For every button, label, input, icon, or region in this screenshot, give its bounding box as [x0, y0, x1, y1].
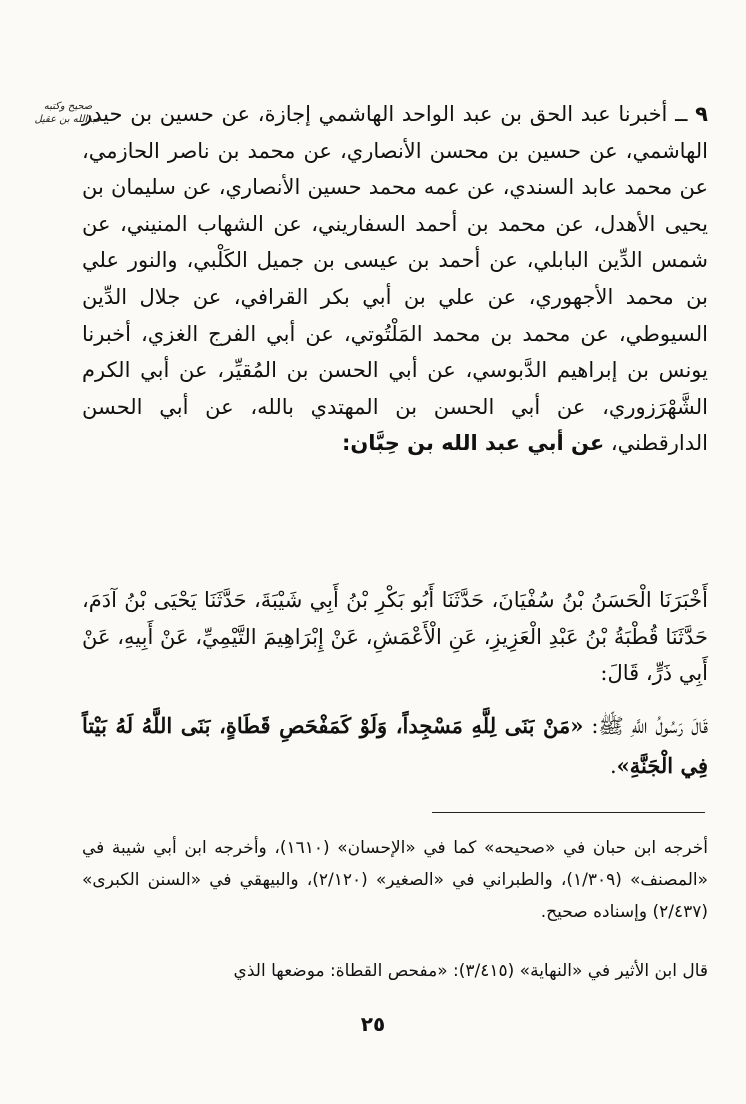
- hadith-end: .: [609, 754, 617, 778]
- footnote-divider: [432, 812, 705, 813]
- hadith-intro: قَالَ رَسُولُ اللَّهِ ﷺ:: [583, 714, 708, 738]
- narration-highlight: عن أبي عبد الله بن حِبَّان:: [341, 431, 605, 456]
- narration-text: ــ أخبرنا عبد الحق بن عبد الواحد الهاشمي إجازة، عن حسين بن حيدر الهاشمي، عن حسين بن محسن الأنصاري، عن محمد بن ناصر الحازمي، عن محمد عابد السندي، عن عمه محمد حسين الأنصاري، عن سليمان بن يحيى الأهدل، عن محمد بن أحمد السفاريني، عن الشهاب المنيني، عن شمس الدِّين البابلي، عن أحمد بن عيسى بن جميل الكَلْبي، والنور علي بن محمد الأجهوري، عن علي بن أبي بكر القرافي، عن جلال الدِّين السيوطي، عن محمد بن محمد المَلْتُوتي، عن أبي الفرج الغزي، أخبرنا يونس بن إبراهيم الدَّبوسي، عن أبي الحسن بن المُقيِّر، عن أبي الكرم الشَّهْرَزوري، عن أبي الحسن بن المهتدي بالله، عن أبي الحسن الدارقطني،: [82, 102, 708, 456]
- page-number: ٢٥: [360, 1012, 386, 1036]
- hadith-quote-paragraph: [82, 706, 708, 786]
- footnote-gloss: قال ابن الأثير في «النهاية» (٣/٤١٥): «مفحص القطاة: موضعها الذي: [233, 961, 708, 981]
- narration-number: ٩: [695, 102, 708, 126]
- hadith-quote: «مَنْ بَنَى لِلَّهِ مَسْجِداً، وَلَوْ كَمَفْحَصِ قَطَاةٍ، بَنَى اللَّهُ لَهُ بَيْتاً فِي الْجَنَّةِ»: [82, 713, 708, 778]
- footnote-takhrij: أخرجه ابن حبان في «صحيحه» كما في «الإحسان» (١٦١٠)، وأخرجه ابن أبي شيبة في «المصنف» (١/٣٠٩)، والطبراني في «الصغير» (٢/١٢٠)، والبيهقي في «السنن الكبرى» (٢/٤٣٧) وإسناده صحيح.: [82, 838, 708, 922]
- margin-note-line-1: صحيح وكتبه: [43, 101, 93, 112]
- hadith-chain: أَخْبَرَنَا الْحَسَنُ بْنُ سُفْيَانَ، حَدَّثَنَا أَبُو بَكْرِ بْنُ أَبِي شَيْبَةَ، حَدَّثَنَا يَحْيَى بْنُ آدَمَ، حَدَّثَنَا قُطْبَةُ بْنُ عَبْدِ الْعَزِيزِ، عَنِ الْأَعْمَشِ، عَنْ إِبْرَاهِيمَ التَّيْمِيِّ، عَنْ أَبِيهِ، عَنْ أَبِي ذَرٍّ، قَالَ:: [82, 588, 708, 685]
- margin-note-line-2: عبدالله بن عقيل: [34, 114, 102, 125]
- narration-paragraph: [82, 96, 708, 462]
